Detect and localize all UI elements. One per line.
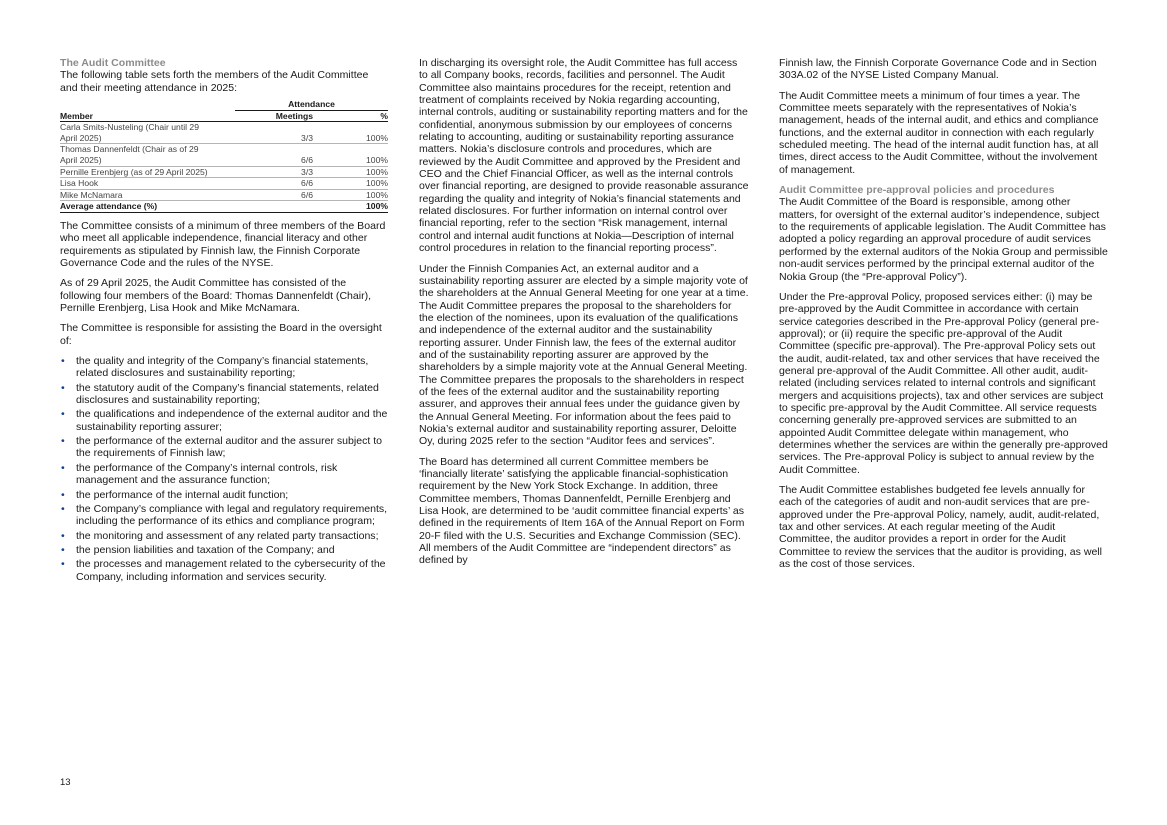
member-meetings: 3/3 [235,122,313,144]
list-item: • the Company’s compliance with legal and regulatory requirements, including the performance of its ethics and compliance program; [60,503,388,528]
total-label: Average attendance (%) [60,201,235,213]
paragraph: The Board has determined all current Committee members be ‘financially literate’ satisfying the applicable financial-sophistication requirement by the New York Stock Exchange. In addition, three Committee members, Thomas Dannenfeldt, Pernille Erenbjerg and Lisa Hook, are determined to be ‘audit committee financial experts’ as defined in the requirements of Item 16A of the Annual Report on Form 20-F filed with the U.S. Securities and Exchange Commission (SEC). All members of the Audit Committee are “independent directors” as defined by [419,455,745,567]
member-name: Mike McNamara [60,189,235,201]
paragraph: In discharging its oversight role, the Audit Committee has full access to all Company books, records, facilities and personnel. The Audit Committee also maintains procedures for the receipt, retention and treatment of complaints received by Nokia regarding accounting, internal controls, auditing or sustainability reporting matters and for the confidential, anonymous submission by our employees of concerns relating to accounting, auditing or sustainability reporting assurance matters. Nokia’s disclosure controls and procedures, which are reviewed by the Audit Committee and approved by the President and CEO and the Chief Financial Officer, as well as the internal controls over financial reporting, are designed to provide reasonable assurance regarding the quality and integrity of Nokia’s financial statements and related disclosures. For further information on internal control over financial reporting, refer to the section “Risk management, internal control and internal audit functions at Nokia—Description of internal control procedures in relation to the financial reporting process”. [419,57,749,255]
member-meetings: 6/6 [235,189,313,201]
paragraph: The Committee consists of a minimum of three members of the Board who meet all applicable independence, financial literacy and other requirements as stipulated by Finnish law, the Finnish Corporate Governance Code and the rules of the NYSE. [60,219,386,269]
table-header-row [60,110,388,122]
responsibilities-list [60,355,388,583]
member-percent: 100% [313,122,388,144]
member-name: Pernille Erenbjerg (as of 29 April 2025) [60,166,235,178]
list-item: • the statutory audit of the Company’s financial statements, related disclosures and sustainability reporting; [60,382,388,407]
list-item: • the processes and management related to the cybersecurity of the Company, including information and services security. [60,558,388,583]
member-meetings: 6/6 [235,178,313,190]
column-right [779,57,1109,578]
member-name: Lisa Hook [60,178,235,190]
paragraph: Under the Pre-approval Policy, proposed services either: (i) may be pre-approved by the Audit Committee in accordance with certain service categories described in the Pre-approval Policy (general pre-approval); or (ii) require the specific pre-approval of the Audit Committee (specific pre-approval). The Pre-approval Policy sets out the audit, audit-related, tax and other services that have received the general pre-approval of the Audit Committee. All other audit, audit-related (including services related to internal controls and significant mergers and acquisitions projects), tax and other services are subject to specific pre-approval by the Audit Committee. All service requests concerning generally pre-approved services are submitted to an appointed Audit Committee delegate within management, who determines whether the services are within the generally pre-approved services. The Pre-approval Policy is subject to annual review by the Audit Committee. [779,290,1108,476]
paragraph: The Committee is responsible for assisting the Board in the oversight of: [60,322,382,347]
list-item: • the monitoring and assessment of any related party transactions; [60,530,388,542]
header-meetings: Meetings [235,110,313,122]
paragraph: The Audit Committee of the Board is responsible, among other matters, for oversight of the external auditor’s independence, subject to the requirements of applicable legislation. The Audit Committee has adopted a policy regarding an approval procedure of audit services performed by the external auditors of the Nokia Group and permissible non-audit services performed by the principal external auditor of the Nokia Group (the “Pre-approval Policy”). [779,196,1108,283]
member-name: Thomas Dannenfeldt (Chair as of 29 April 2025) [60,144,235,166]
member-name: Carla Smits-Nusteling (Chair until 29 April 2025) [60,122,235,144]
list-item: • the performance of the internal audit function; [60,489,388,501]
paragraph: The Audit Committee meets a minimum of four times a year. The Committee meets separately with the representatives of Nokia’s management, heads of the internal audit, and ethics and compliance functions, and the external auditor in connection with each regularly scheduled meeting. The head of the internal audit function has, at all times, direct access to the Audit Committee, without the involvement of management. [779,89,1099,176]
table-row [60,178,388,190]
header-member: Member [60,110,235,122]
member-percent: 100% [313,144,388,166]
member-meetings: 6/6 [235,144,313,166]
list-item: • the performance of the Company’s internal controls, risk management and the assurance function; [60,462,388,487]
table-row [60,144,388,166]
total-percent: 100% [313,201,388,213]
list-item: • the qualifications and independence of the external auditor and the sustainability reporting assurer; [60,408,388,433]
table-row [60,189,388,201]
member-percent: 100% [313,178,388,190]
table-group-header-row [60,99,388,110]
table-row [60,166,388,178]
table-intro: The following table sets forth the members of the Audit Committee and their meeting attendance in 2025: [60,69,369,94]
paragraph: Under the Finnish Companies Act, an external auditor and a sustainability reporting assurer are elected by a simple majority vote of the shareholders at the Annual General Meeting for one year at a time. The Audit Committee prepares the proposal to the shareholders for the election of the nominees, upon its evaluation of the qualifications and independence of the external auditor and the sustainability reporting assurer. Under Finnish law, the fees of the external auditor and of the sustainability reporting assurer are approved by the shareholders by a simple majority vote at the Annual General Meeting. The Committee prepares the proposals to the shareholders in respect of the fees of the external auditor and the sustainability reporting assurer, and approves their annual fees under the guidance given by the Annual General Meeting. For information about the fees paid to Nokia’s external auditor and sustainability reporting assurer, Deloitte Oy, during 2025 refer to the section “Auditor fees and services”. [419,262,749,448]
paragraph: The Audit Committee establishes budgeted fee levels annually for each of the categories of audit and non-audit services that are pre-approved under the Pre-approval Policy, namely, audit, audit-related, tax and other services. At each regular meeting of the Audit Committee, the auditor provides a report in order for the Audit Committee to review the services that the auditor is providing, as well as the cost of those services. [779,484,1102,571]
paragraph: As of 29 April 2025, the Audit Committee has consisted of the following four members of the Board: Thomas Dannenfeldt (Chair), Pernille Erenbjerg, Lisa Hook and Mike McNamara. [60,277,372,315]
attendance-table [60,99,388,213]
list-item: • the pension liabilities and taxation of the Company; and [60,544,388,556]
section-heading-audit-committee: The Audit Committee [60,57,166,69]
table-total-row [60,201,388,213]
list-item: • the performance of the external auditor and the assurer subject to the requirements of Finnish law; [60,435,388,460]
member-meetings: 3/3 [235,166,313,178]
paragraph: Finnish law, the Finnish Corporate Governance Code and in Section 303A.02 of the NYSE Listed Company Manual. [779,57,1097,82]
header-percent: % [313,110,388,122]
column-left [60,57,388,585]
member-percent: 100% [313,166,388,178]
page-number: 13 [60,777,71,788]
list-item: • the quality and integrity of the Company’s financial statements, related disclosures and sustainability reporting; [60,355,388,380]
table-row [60,122,388,144]
attendance-group-header: Attendance [235,99,388,110]
column-middle [419,57,749,575]
section-heading-pre-approval: Audit Committee pre-approval policies and procedures [779,184,1055,197]
member-percent: 100% [313,189,388,201]
